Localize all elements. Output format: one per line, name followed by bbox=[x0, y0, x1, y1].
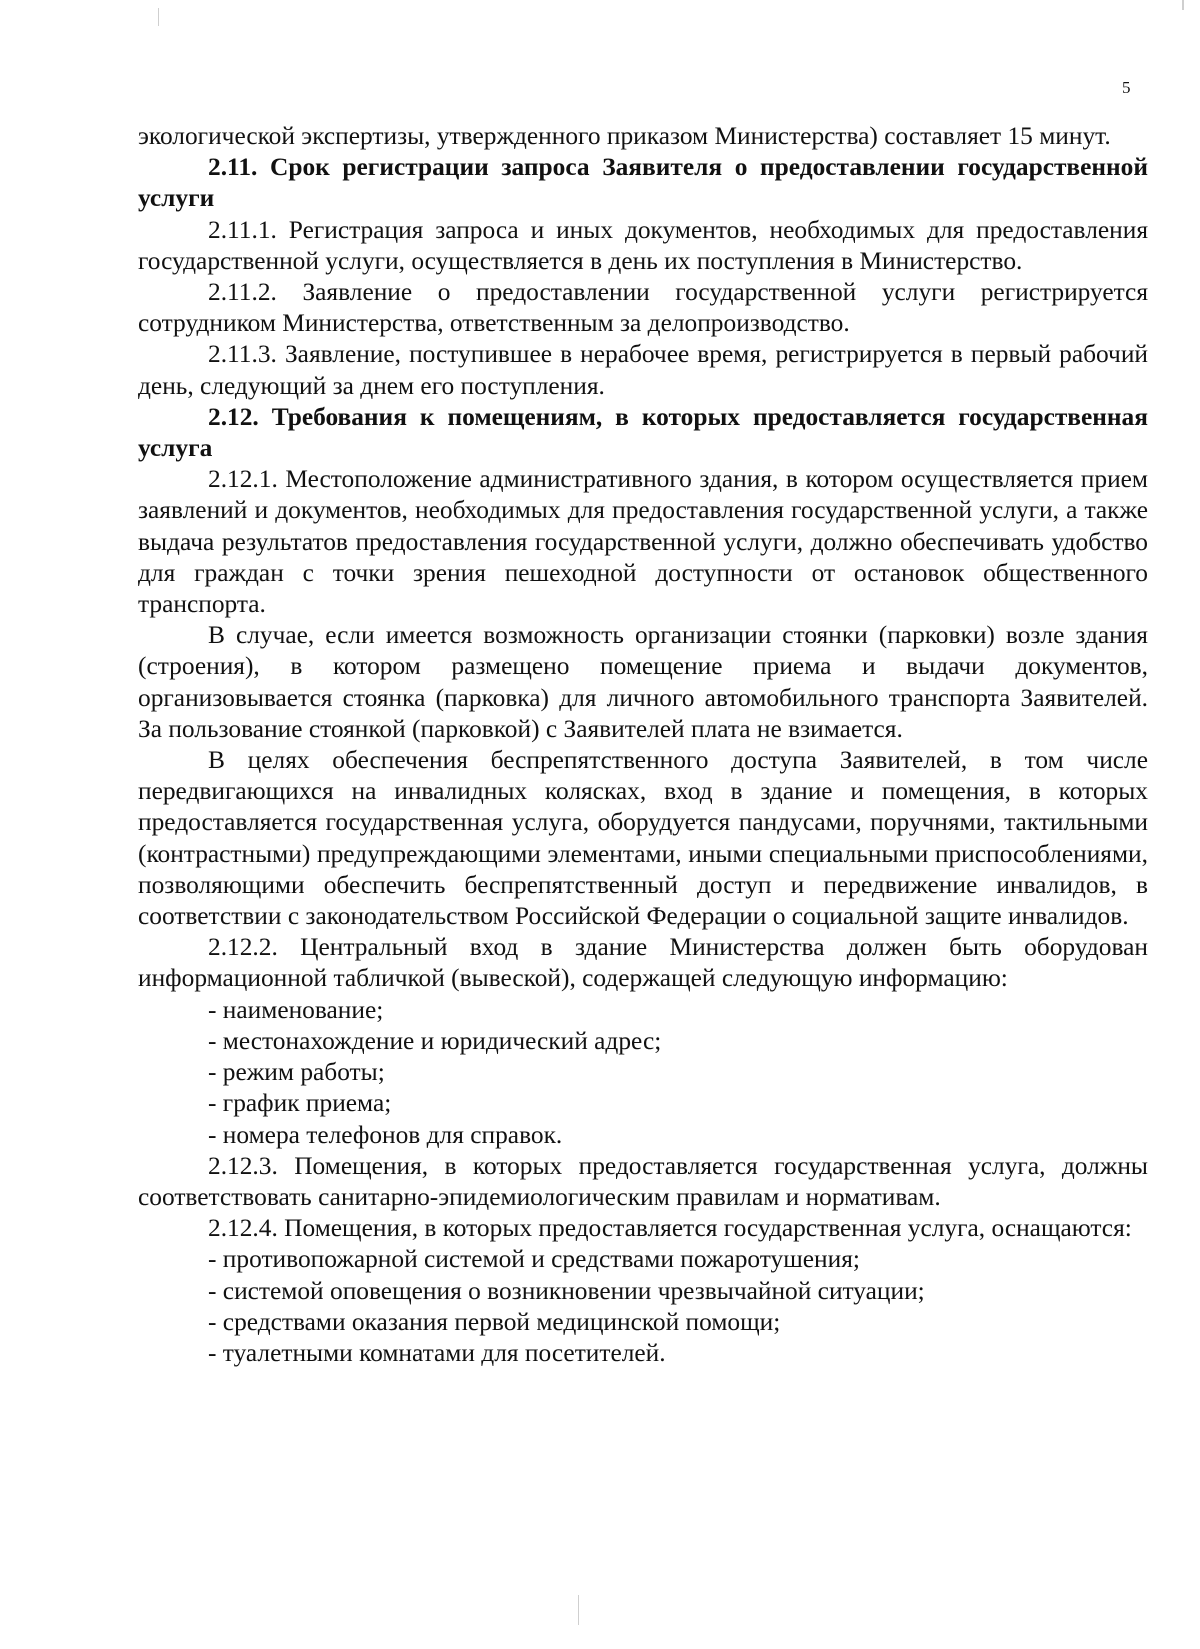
list-item: - системой оповещения о возникновении чрезвычайной ситуации; bbox=[208, 1276, 925, 1305]
paragraph-continuation: экологической экспертизы, утвержденного приказом Министерства) составляет 15 минут. bbox=[138, 122, 1111, 150]
document-body bbox=[138, 121, 1148, 1369]
scan-artifact bbox=[1182, 0, 1184, 10]
list-item: - номера телефонов для справок. bbox=[208, 1120, 563, 1149]
list-item: - местонахождение и юридический адрес; bbox=[208, 1026, 662, 1055]
section-heading-2-12: 2.12. Требования к помещениям, в которых предоставляется государственная услуга bbox=[138, 402, 1148, 463]
list-item: - график приема; bbox=[208, 1089, 392, 1118]
scan-artifact bbox=[158, 8, 159, 26]
clause-2-11-1: 2.11.1. Регистрация запроса и иных документов, необходимых для предоставления государственной услуги, осуществляется в день их поступления в Министерство. bbox=[138, 215, 1148, 275]
paragraph-parking: В случае, если имеется возможность организации стоянки (парковки) возле здания (строения), в котором размещено помещение приема и выдачи документов, организовывается стоянка (парковка) для личного автомобильного транспорта Заявителей. За пользование стоянкой (парковкой) с Заявителей плата не взимается. bbox=[138, 621, 1148, 743]
page-number: 5 bbox=[1122, 78, 1131, 97]
section-heading-2-11: 2.11. Срок регистрации запроса Заявителя о предоставлении государственной услуги bbox=[138, 153, 1148, 213]
list-item: - наименование; bbox=[208, 995, 384, 1024]
scan-artifact bbox=[578, 1595, 579, 1625]
clause-2-12-4: 2.12.4. Помещения, в которых предоставляется государственная услуга, оснащаются: bbox=[208, 1214, 1132, 1243]
clause-2-11-2: 2.11.2. Заявление о предоставлении государственной услуги регистрируется сотрудником Министерства, ответственным за делопроизводство. bbox=[138, 278, 1148, 338]
list-item: - туалетными комнатами для посетителей. bbox=[208, 1338, 666, 1367]
list-item: - средствами оказания первой медицинской помощи; bbox=[208, 1307, 781, 1336]
clause-2-12-1: 2.12.1. Местоположение административного здания, в котором осуществляется прием заявлений и документов, необходимых для предоставления государственной услуги, а также выдача результатов предоставления государственной услуги, должно обеспечивать удобство для граждан с точки зрения пешеходной доступности от остановок общественного транспорта. bbox=[138, 465, 1148, 619]
list-item: - режим работы; bbox=[208, 1058, 385, 1087]
clause-2-11-3: 2.11.3. Заявление, поступившее в нерабочее время, регистрируется в первый рабочий день, следующий за днем его поступления. bbox=[138, 340, 1148, 400]
clause-2-12-2: 2.12.2. Центральный вход в здание Министерства должен быть оборудован информационной табличкой (вывеской), содержащей следующую информацию: bbox=[138, 933, 1148, 993]
paragraph-accessibility: В целях обеспечения беспрепятственного доступа Заявителей, в том числе передвигающихся на инвалидных колясках, вход в здание и помещения, в которых предоставляется государственная услуга, оборудуется пандусами, поручнями, тактильными (контрастными) предупреждающими элементами, иными специальными приспособлениями, позволяющими обеспечить беспрепятственный доступ и передвижение инвалидов, в соответствии с законодательством Российской Федерации о социальной защите инвалидов. bbox=[138, 746, 1148, 931]
list-item: - противопожарной системой и средствами пожаротушения; bbox=[208, 1245, 860, 1274]
clause-2-12-3: 2.12.3. Помещения, в которых предоставляется государственная услуга, должны соответствовать санитарно-эпидемиологическим правилам и нормативам. bbox=[138, 1151, 1148, 1211]
